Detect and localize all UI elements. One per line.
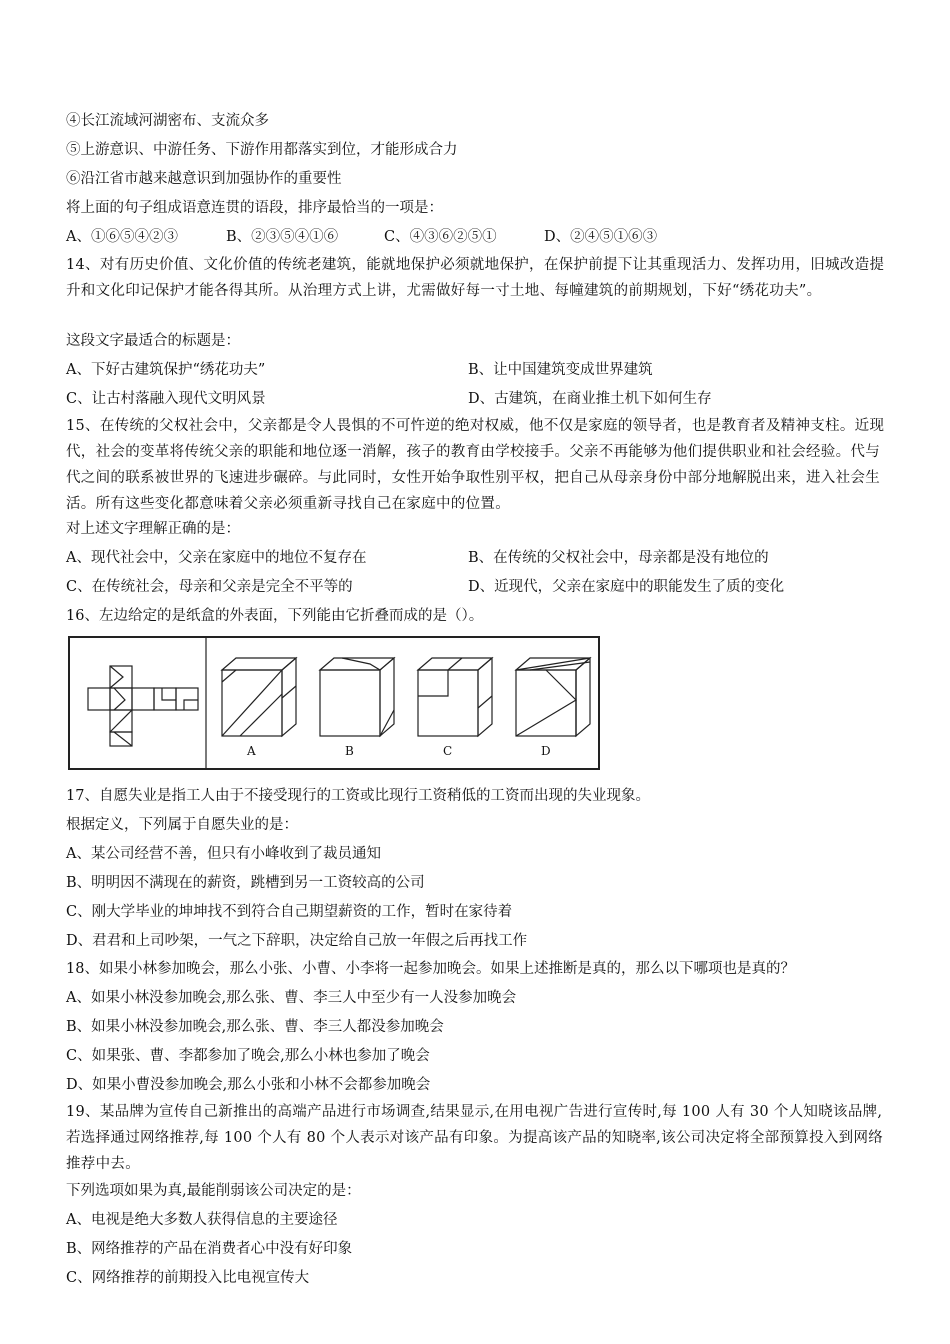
q18-option-c: C、如果张、曹、李都参加了晚会,那么小林也参加了晚会 [66, 1048, 430, 1064]
q16-figure [68, 636, 600, 770]
q14-prompt: 这段文字最适合的标题是： [66, 333, 240, 349]
q13-item-6: ⑥沿江省市越来越意识到加强协作的重要性 [66, 171, 342, 187]
q15-option-d: D、近现代，父亲在家庭中的职能发生了质的变化 [468, 579, 785, 595]
q18-option-a: A、如果小林没参加晚会,那么张、曹、李三人中至少有一人没参加晚会 [66, 990, 517, 1006]
q17-option-d: D、君君和上司吵架，一气之下辞职，决定给自己放一年假之后再找工作 [66, 933, 528, 949]
q14-option-c: C、让古村落融入现代文明风景 [66, 391, 266, 407]
q13-item-5: ⑤上游意识、中游任务、下游作用都落实到位，才能形成合力 [66, 142, 458, 158]
q18-option-d: D、如果小曹没参加晚会,那么小张和小林不会都参加晚会 [66, 1077, 431, 1093]
q16-caption-c: C [443, 744, 453, 758]
q18-question: 18、如果小林参加晚会，那么小张、小曹、小李将一起参加晚会。如果上述推断是真的，那么以下哪项也是真的？ [66, 961, 795, 977]
q15-option-b: B、在传统的父权社会中，母亲都是没有地位的 [468, 550, 769, 566]
q17-option-a: A、某公司经营不善，但只有小峰收到了裁员通知 [66, 846, 381, 862]
q14-question: 14、对有历史价值、文化价值的传统老建筑，能就地保护必须就地保护，在保护前提下让其重现活力、发挥功用，旧城改造提升和文化印记保护才能各得其所。从治理方式上讲，尤需做好每一寸土地、每幢建筑的前期规划，下好“绣花功夫”。 [66, 257, 885, 299]
q17-option-b: B、明明因不满现在的薪资，跳槽到另一工资较高的公司 [66, 875, 425, 891]
q13-item-4: ④长江流域河湖密布、支流众多 [66, 113, 269, 129]
cube-d [516, 658, 590, 736]
q19-question: 19、某品牌为宣传自己新推出的高端产品进行市场调查,结果显示,在用电视广告进行宣传时,每 100 人有 30 个人知晓该品牌,若选择通过网络推荐,每 100 个人有 80 个人表示对该产品有印象。为提高该产品的知晓率,该公司决定将全部预算投入到网络推荐中去。 [66, 1104, 884, 1172]
q19-prompt: 下列选项如果为真,最能削弱该公司决定的是： [66, 1183, 361, 1199]
cube-b [320, 658, 394, 736]
q15-option-c: C、在传统社会，母亲和父亲是完全不平等的 [66, 579, 353, 595]
q13-option-d: D、②④⑤①⑥③ [544, 229, 658, 245]
q16-caption-a: A [247, 744, 256, 758]
q19-option-c: C、网络推荐的前期投入比电视宣传大 [66, 1270, 310, 1286]
q17-option-c: C、刚大学毕业的坤坤找不到符合自己期望薪资的工作，暂时在家待着 [66, 904, 513, 920]
q19-option-b: B、网络推荐的产品在消费者心中没有好印象 [66, 1241, 353, 1257]
q13-option-c: C、④③⑥②⑤① [384, 229, 497, 245]
q14-option-a: A、下好古建筑保护“绣花功夫” [66, 362, 266, 378]
cube-a [222, 658, 296, 736]
q13-prompt: 将上面的句子组成语意连贯的语段，排序最恰当的一项是： [66, 200, 443, 216]
q13-option-a: A、①⑥⑤④②③ [66, 229, 178, 245]
q17-prompt: 根据定义，下列属于自愿失业的是： [66, 817, 298, 833]
cube-c [418, 658, 492, 736]
q16-figure-drawing [70, 638, 598, 768]
q14-option-b: B、让中国建筑变成世界建筑 [468, 362, 653, 378]
q15-question: 15、在传统的父权社会中，父亲都是令人畏惧的不可忤逆的绝对权威，他不仅是家庭的领导者，也是教育者及精神支柱。近现代，社会的变革将传统父亲的职能和地位逐一消解，孩子的教育由学校接手。父亲不再能够为他们提供职业和社会经验。代与代之间的联系被世界的飞速进步碾碎。与此同时，女性开始争取性别平权，把自己从母亲身份中部分地解脱出来，进入社会生活。所有这些变化都意味着父亲必须重新寻找自己在家庭中的位置。 [66, 418, 885, 512]
q19-option-a: A、电视是绝大多数人获得信息的主要途径 [66, 1212, 338, 1228]
q13-option-b: B、②③⑤④①⑥ [226, 229, 339, 245]
box-net [88, 666, 198, 746]
q14-option-d: D、古建筑，在商业推土机下如何生存 [468, 391, 712, 407]
q15-prompt: 对上述文字理解正确的是： [66, 521, 240, 537]
q16-question: 16、左边给定的是纸盒的外表面，下列能由它折叠而成的是（）。 [66, 608, 484, 624]
q18-option-b: B、如果小林没参加晚会,那么张、曹、李三人都没参加晚会 [66, 1019, 444, 1035]
q17-question: 17、自愿失业是指工人由于不接受现行的工资或比现行工资稍低的工资而出现的失业现象。 [66, 788, 650, 804]
q15-option-a: A、现代社会中，父亲在家庭中的地位不复存在 [66, 550, 367, 566]
q16-caption-d: D [541, 744, 551, 758]
q16-caption-b: B [345, 744, 354, 758]
